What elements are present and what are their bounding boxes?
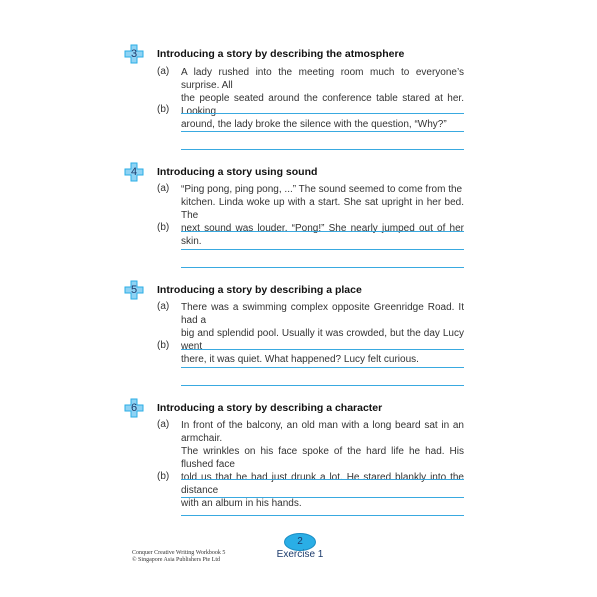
section-number: 6 — [130, 402, 138, 414]
part-a-label: (a) — [157, 183, 170, 194]
book-title: Conquer Creative Writing Workbook 5 — [132, 550, 226, 556]
answer-line[interactable] — [181, 385, 464, 386]
answer-line[interactable] — [181, 113, 464, 114]
part-a-text — [181, 301, 464, 366]
section-number: 3 — [130, 48, 138, 60]
number-badge-icon — [124, 162, 144, 182]
part-a-text — [181, 66, 464, 131]
text-line: A lady rushed into the meeting room much to everyone’s surprise. All — [181, 67, 464, 91]
answer-line[interactable] — [181, 131, 464, 132]
answer-line[interactable] — [181, 149, 464, 150]
text-line: there, it was quiet. What happened? Lucy felt curious. — [181, 354, 419, 365]
part-b-label: (b) — [157, 471, 170, 482]
part-a-label: (a) — [157, 419, 170, 430]
section-title: Introducing a story by describing a place — [157, 284, 362, 296]
part-a-label: (a) — [157, 66, 170, 77]
text-line: around, the lady broke the silence with the question, “Why?” — [181, 119, 447, 130]
text-line: the people seated around the conference table stared at her. Looking — [181, 93, 464, 117]
answer-line[interactable] — [181, 497, 464, 498]
section-title: Introducing a story using sound — [157, 166, 318, 178]
answer-line[interactable] — [181, 249, 464, 250]
answer-line[interactable] — [181, 231, 464, 232]
section-title: Introducing a story by describing the atmosphere — [157, 48, 405, 60]
text-line: “Ping pong, ping pong, ...” The sound seemed to come from the — [181, 184, 463, 195]
text-line: In front of the balcony, an old man with a long beard sat in an armchair. — [181, 420, 464, 444]
section-number: 5 — [130, 284, 138, 296]
exercise-label: Exercise 1 — [276, 549, 324, 560]
text-line: There was a swimming complex opposite Greenridge Road. It had a — [181, 302, 464, 326]
page-number: 2 — [284, 533, 316, 551]
copyright-notice: © Singapore Asia Publishers Pte Ltd — [132, 557, 221, 563]
part-b-label: (b) — [157, 104, 170, 115]
answer-line[interactable] — [181, 479, 464, 480]
section-number: 4 — [130, 166, 138, 178]
section-title: Introducing a story by describing a character — [157, 402, 383, 414]
number-badge-icon — [124, 398, 144, 418]
answer-line[interactable] — [181, 515, 464, 516]
answer-line[interactable] — [181, 349, 464, 350]
text-line: The wrinkles on his face spoke of the hard life he had. His flushed face — [181, 446, 464, 470]
answer-line[interactable] — [181, 267, 464, 268]
footer-credits — [132, 550, 225, 564]
text-line: big and splendid pool. Usually it was crowded, but the day Lucy went — [181, 328, 464, 352]
part-b-label: (b) — [157, 340, 170, 351]
text-line: next sound was louder. “Pong!” She nearly jumped out of her skin. — [181, 223, 464, 247]
number-badge-icon — [124, 44, 144, 64]
text-line: kitchen. Linda woke up with a start. She sat upright in her bed. The — [181, 197, 464, 221]
part-b-label: (b) — [157, 222, 170, 233]
part-a-label: (a) — [157, 301, 170, 312]
part-a-text — [181, 183, 464, 248]
text-line: with an album in his hands. — [181, 498, 302, 509]
text-line: told us that he had just drunk a lot. He stared blankly into the distance — [181, 472, 464, 496]
number-badge-icon — [124, 280, 144, 300]
answer-line[interactable] — [181, 367, 464, 368]
